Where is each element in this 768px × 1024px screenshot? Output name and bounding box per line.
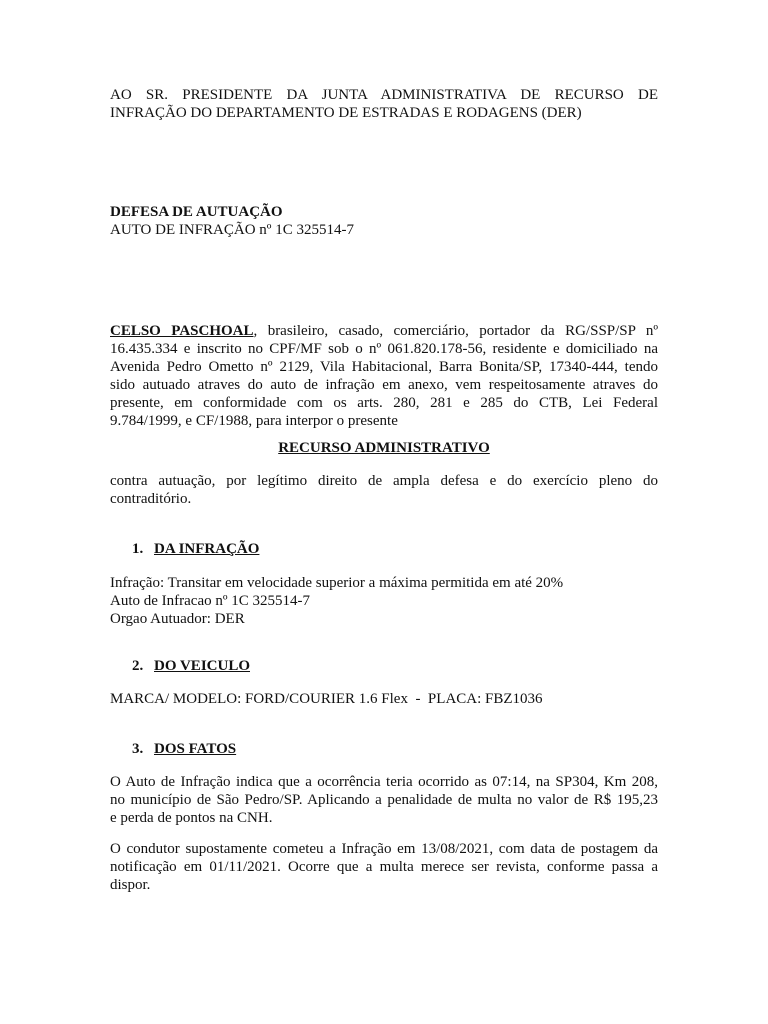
facts-2-line-1: O condutor supostamente cometeu a Infração em 13/08/2021, com data de postagem da	[110, 841, 658, 857]
section-2-title: DO VEICULO	[154, 658, 250, 674]
addressee-line-2: INFRAÇÃO DO DEPARTAMENTO DE ESTRADAS E RODAGENS (DER)	[110, 105, 582, 121]
recurso-line-2: contraditório.	[110, 491, 192, 507]
addressee-block	[110, 86, 658, 122]
section-2-number: 2.	[132, 658, 144, 674]
auto-number: AUTO DE INFRAÇÃO nº 1C 325514-7	[110, 222, 354, 238]
intro-paragraph	[110, 322, 658, 430]
intro-line-2: 16.435.334 e inscrito no CPF/MF sob o nº 061.820.178-56, residente e domiciliado na	[110, 341, 658, 357]
section-1-body	[110, 574, 658, 628]
facts-1-line-2: no município de São Pedro/SP. Aplicando a penalidade de multa no valor de R$ 195,23	[110, 792, 658, 808]
recurso-title: RECURSO ADMINISTRATIVO	[278, 440, 490, 456]
facts-2-line-3: dispor.	[110, 877, 151, 893]
section-2-heading	[132, 657, 680, 675]
claimant-name: CELSO PASCHOAL	[110, 323, 254, 339]
intro-line-3: Avenida Pedro Ometto nº 2129, Vila Habitacional, Barra Bonita/SP, 17340-444, tendo	[110, 359, 658, 375]
section-1-number: 1.	[132, 541, 144, 557]
addressee-line-1: AO SR. PRESIDENTE DA JUNTA ADMINISTRATIVA DE RECURSO DE	[110, 87, 658, 103]
facts-2-line-2: notificação em 01/11/2021. Ocorre que a multa merece ser revista, conforme passa a	[110, 859, 658, 875]
facts-1-line-3: e perda de pontos na CNH.	[110, 810, 273, 826]
section-2-body	[110, 690, 658, 708]
defense-block	[110, 203, 658, 239]
section-1-heading	[132, 540, 680, 558]
recurso-paragraph	[110, 472, 658, 508]
recurso-title-block	[110, 439, 658, 457]
intro-line-1	[110, 322, 658, 340]
intro-line-5: presente, em conformidade com os arts. 280, 281 e 285 do CTB, Lei Federal	[110, 395, 658, 411]
orgao-autuador-line: Orgao Autuador: DER	[110, 611, 245, 627]
auto-infracao-line: Auto de Infracao nº 1C 325514-7	[110, 593, 311, 609]
infraction-line: Infração: Transitar em velocidade superior a máxima permitida em até 20%	[110, 575, 564, 591]
section-3-title: DOS FATOS	[154, 741, 237, 757]
facts-paragraph-2	[110, 840, 658, 894]
intro-line-6: 9.784/1999, e CF/1988, para interpor o presente	[110, 413, 398, 429]
recurso-line-1: contra autuação, por legítimo direito de ampla defesa e do exercício pleno do	[110, 473, 658, 489]
defense-title: DEFESA DE AUTUAÇÃO	[110, 204, 283, 220]
section-3-heading	[132, 740, 680, 758]
intro-line-1-rest: , brasileiro, casado, comerciário, portador da RG/SSP/SP nº	[253, 323, 658, 339]
facts-paragraph-1	[110, 773, 658, 827]
facts-1-line-1: O Auto de Infração indica que a ocorrência teria ocorrido as 07:14, na SP304, Km 208,	[110, 774, 658, 790]
intro-line-4: sido autuado atraves do auto de infração em anexo, vem respeitosamente atraves do	[110, 377, 658, 393]
vehicle-line: MARCA/ MODELO: FORD/COURIER 1.6 Flex - PLACA: FBZ1036	[110, 691, 543, 707]
section-3-number: 3.	[132, 741, 144, 757]
section-1-title: DA INFRAÇÃO	[154, 541, 260, 557]
